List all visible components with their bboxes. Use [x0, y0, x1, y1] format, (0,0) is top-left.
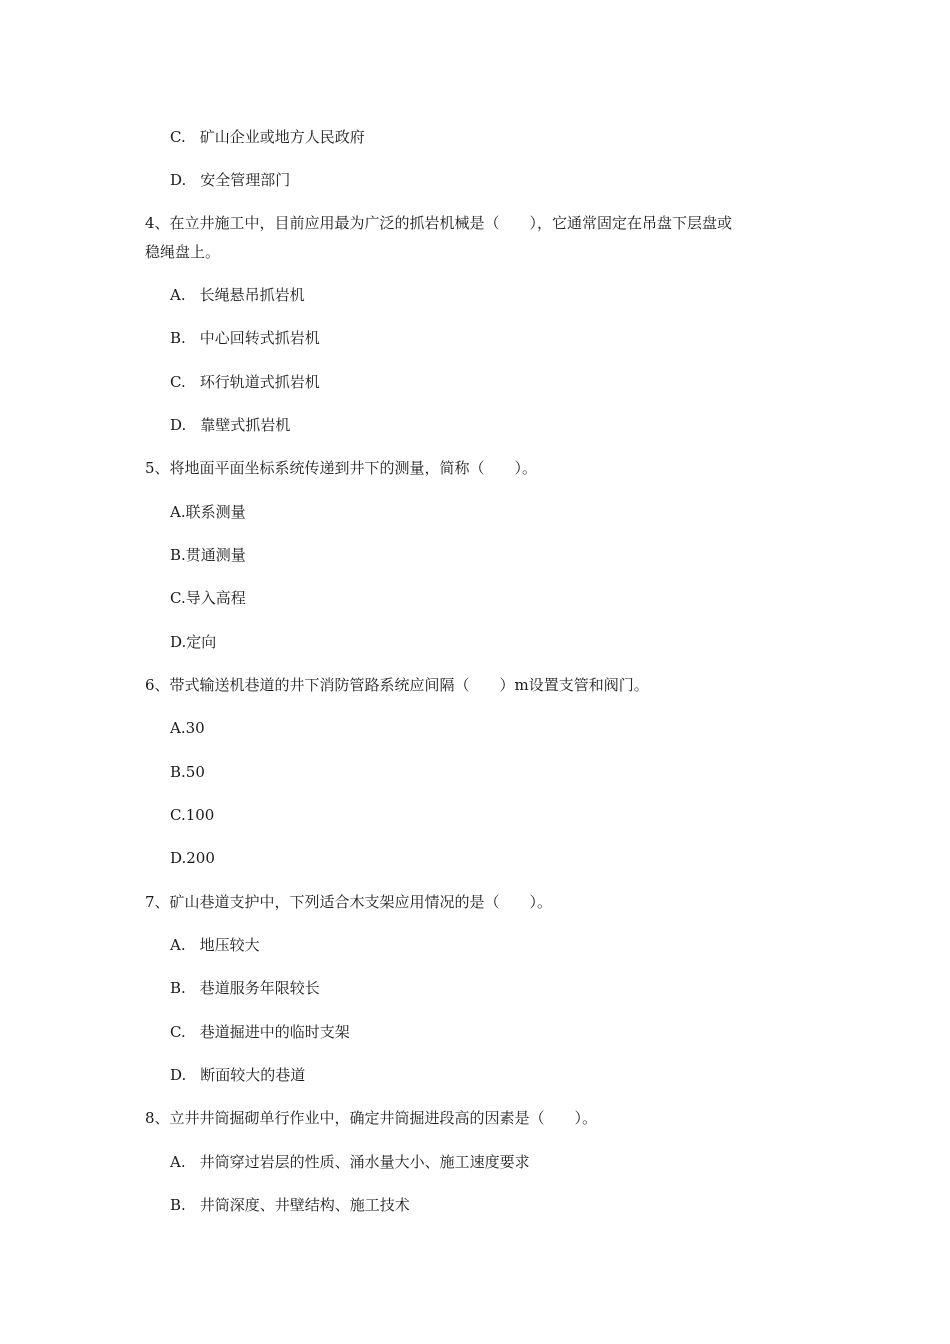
question-8: 8、立井井筒掘砌单行作业中，确定井筒掘进段高的因素是（ ）。 [145, 1109, 598, 1127]
option-line: A.联系测量 [170, 503, 246, 521]
option-line [170, 1022, 350, 1042]
option-letter: C. [170, 128, 186, 146]
question-4-continued: 稳绳盘上。 [145, 243, 221, 261]
option-line [170, 415, 290, 435]
option-text: 中心回转式抓岩机 [199, 329, 320, 347]
option-text: 矿山企业或地方人民政府 [199, 128, 365, 146]
option-text: 巷道服务年限较长 [199, 979, 320, 997]
option-line [170, 127, 365, 147]
option-letter: B. [170, 329, 186, 347]
option-line [170, 1065, 305, 1085]
option-line [170, 372, 320, 392]
option-letter: B. [170, 979, 186, 997]
option-line [170, 285, 305, 305]
option-text: 环行轨道式抓岩机 [199, 373, 320, 391]
option-letter: A. [170, 286, 186, 304]
option-text: 地压较大 [199, 936, 260, 954]
option-text: 井筒深度、井壁结构、施工技术 [199, 1196, 410, 1214]
option-line [170, 978, 320, 998]
option-line: D.200 [170, 849, 215, 867]
question-4: 4、在立井施工中，目前应用最为广泛的抓岩机械是（ ），它通常固定在吊盘下层盘或 [145, 214, 733, 232]
option-line [170, 1195, 410, 1215]
option-letter: A. [170, 1153, 186, 1171]
option-line: A.30 [170, 719, 205, 737]
option-letter: D. [170, 1066, 187, 1084]
option-text: 巷道掘进中的临时支架 [199, 1023, 350, 1041]
question-7: 7、矿山巷道支护中，下列适合木支架应用情况的是（ ）。 [145, 893, 553, 911]
option-text: 长绳悬吊抓岩机 [199, 286, 305, 304]
option-letter: A. [170, 936, 186, 954]
option-line: B.50 [170, 763, 205, 781]
option-letter: D. [170, 171, 187, 189]
option-line [170, 328, 320, 348]
option-text: 断面较大的巷道 [200, 1066, 306, 1084]
option-letter: C. [170, 1023, 186, 1041]
option-text: 井筒穿过岩层的性质、涌水量大小、施工速度要求 [199, 1153, 530, 1171]
option-letter: B. [170, 1196, 186, 1214]
option-line: D.定向 [170, 633, 217, 651]
question-6: 6、带式输送机巷道的井下消防管路系统应间隔（ ）m设置支管和阀门。 [145, 676, 649, 694]
option-text: 安全管理部门 [200, 171, 291, 189]
option-line: B.贯通测量 [170, 546, 246, 564]
option-line [170, 1152, 530, 1172]
option-line [170, 935, 260, 955]
option-letter: C. [170, 373, 186, 391]
question-5: 5、将地面平面坐标系统传递到井下的测量，简称（ ）。 [145, 459, 538, 477]
option-letter: D. [170, 416, 187, 434]
option-line: C.100 [170, 806, 215, 824]
option-text: 靠壁式抓岩机 [200, 416, 291, 434]
option-line [170, 170, 290, 190]
option-line: C.导入高程 [170, 589, 246, 607]
